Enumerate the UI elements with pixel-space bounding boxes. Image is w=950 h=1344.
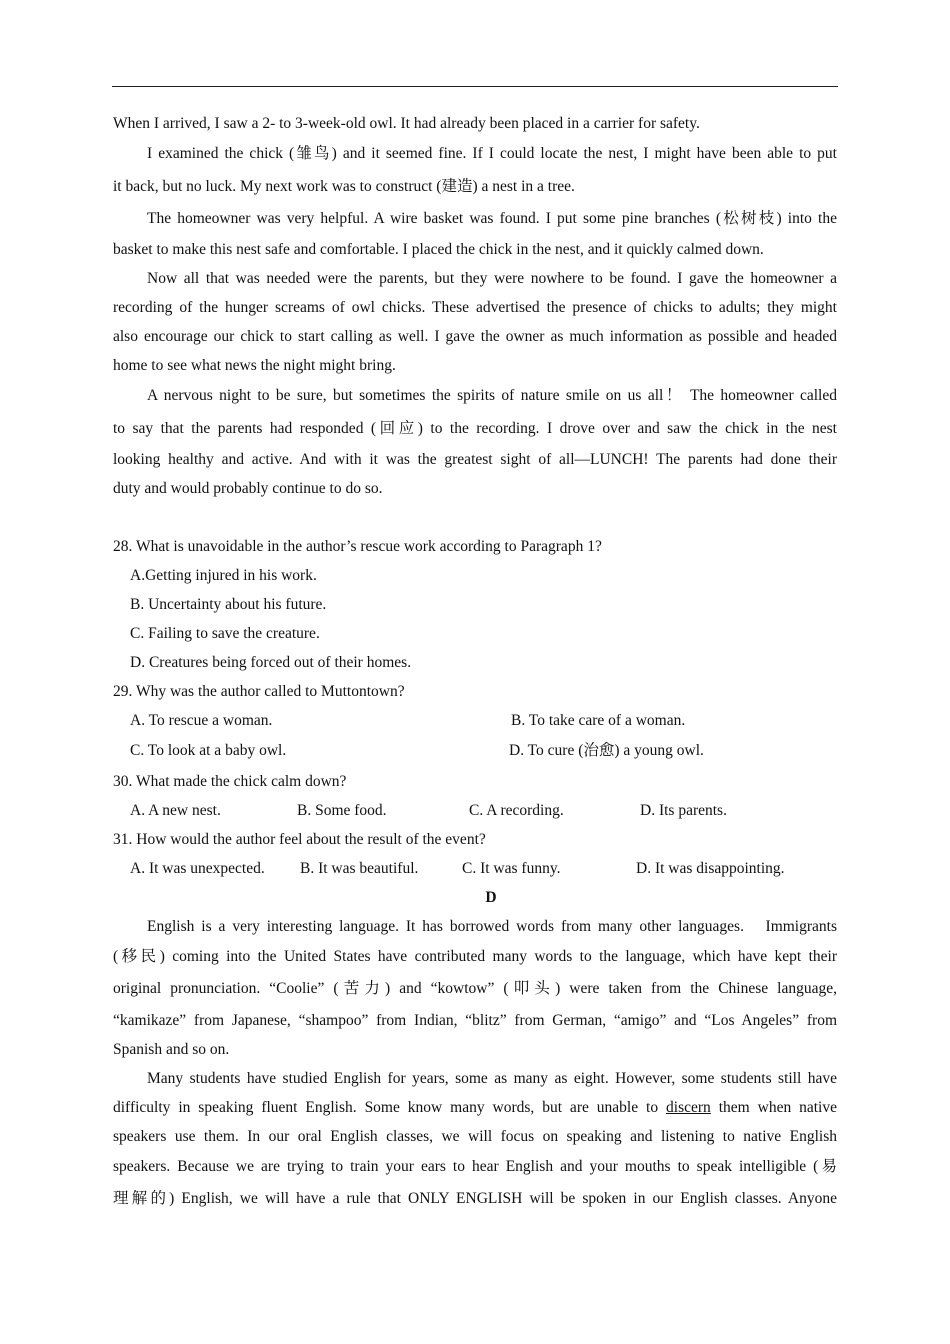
question-28-option-d: D. Creatures being forced out of their homes. — [130, 654, 412, 671]
question-28-option-b: B. Uncertainty about his future. — [130, 596, 327, 613]
question-31-stem: 31. How would the author feel about the result of the event? — [113, 831, 486, 848]
question-31-option-d: D. It was disappointing. — [636, 860, 785, 877]
passage-d-paragraph-1-line-5: Spanish and so on. — [113, 1041, 230, 1058]
question-28-option-c: C. Failing to save the creature. — [130, 625, 320, 642]
passage-d-paragraph-2-line-2 — [113, 1098, 837, 1118]
question-29-option-c: C. To look at a baby owl. — [130, 742, 287, 759]
passage-d-paragraph-2-line-4: speakers. Because we are trying to train your ears to hear English and your mouths to speak intelligible (易 — [113, 1158, 837, 1175]
passage-c-paragraph-3-line-1: The homeowner was very helpful. A wire basket was found. I put some pine branches (松树枝) into the — [147, 210, 837, 227]
passage-c-paragraph-2-line-2: it back, but no luck. My next work was to construct (建造) a nest in a tree. — [113, 178, 575, 195]
passage-d-paragraph-1-line-3: original pronunciation. “Coolie” (苦力) and “kowtow” (叩头) were taken from the Chinese language, — [113, 980, 837, 997]
passage-c-paragraph-5-line-1: A nervous night to be sure, but sometimes the spirits of nature smile on us all！ The homeowner called — [147, 387, 837, 404]
passage-d-paragraph-2-line-5: 理解的) English, we will have a rule that ONLY ENGLISH will be spoken in our English classes. Anyone — [113, 1190, 837, 1207]
question-29-option-b: B. To take care of a woman. — [511, 712, 686, 729]
passage-c-paragraph-4-line-3: also encourage our chick to start calling as well. I gave the owner as much information as possible and headed — [113, 328, 837, 345]
question-31-option-c: C. It was funny. — [462, 860, 561, 877]
line-2-before: difficulty in speaking fluent English. Some know many words, but are unable to — [113, 1099, 667, 1116]
passage-d-paragraph-1-line-1: English is a very interesting language. It has borrowed words from many other languages. Immigrants — [147, 918, 837, 935]
passage-c-paragraph-4-line-2: recording of the hunger screams of owl chicks. These advertised the presence of chicks to adults; they might — [113, 299, 837, 316]
passage-d-paragraph-1-line-4: “kamikaze” from Japanese, “shampoo” from Indian, “blitz” from German, “amigo” and “Los Angeles” from — [113, 1012, 837, 1029]
passage-d-paragraph-2-line-3: speakers use them. In our oral English classes, we will focus on speaking and listening to native English — [113, 1128, 837, 1145]
passage-c-paragraph-5-line-3: looking healthy and active. And with it was the greatest sight of all—LUNCH! The parents had done their — [113, 451, 837, 468]
header-rule — [112, 86, 838, 87]
passage-d-paragraph-2-line-1: Many students have studied English for years, some as many as eight. However, some students still have — [147, 1070, 837, 1087]
passage-c-paragraph-5-line-4: duty and would probably continue to do so. — [113, 480, 383, 497]
question-30-option-c: C. A recording. — [469, 802, 564, 819]
question-30-option-b: B. Some food. — [297, 802, 387, 819]
line-2-after: them when native — [710, 1099, 837, 1116]
question-29-option-a: A. To rescue a woman. — [130, 712, 273, 729]
question-29-option-d: D. To cure (治愈) a young owl. — [509, 742, 704, 759]
question-28-option-a: A.Getting injured in his work. — [130, 567, 317, 584]
underlined-word-discern: discern — [666, 1099, 711, 1116]
passage-c-paragraph-4-line-1: Now all that was needed were the parents, but they were nowhere to be found. I gave the homeowner a — [147, 270, 837, 287]
question-31-option-b: B. It was beautiful. — [300, 860, 419, 877]
question-31-option-a: A. It was unexpected. — [130, 860, 265, 877]
passage-d-paragraph-1-line-2: (移民) coming into the United States have contributed many words to the language, which have kept their — [113, 948, 837, 965]
passage-c-paragraph-1: When I arrived, I saw a 2- to 3-week-old owl. It had already been placed in a carrier for safety. — [113, 115, 700, 132]
question-30-option-a: A. A new nest. — [130, 802, 221, 819]
question-28-stem: 28. What is unavoidable in the author’s rescue work according to Paragraph 1? — [113, 538, 602, 555]
passage-c-paragraph-5-line-2: to say that the parents had responded (回应) to the recording. I drove over and saw the chick in the nest — [113, 420, 837, 437]
question-29-stem: 29. Why was the author called to Muttontown? — [113, 683, 405, 700]
passage-c-paragraph-4-line-4: home to see what news the night might bring. — [113, 357, 396, 374]
passage-d-heading: D — [485, 889, 497, 906]
question-30-stem: 30. What made the chick calm down? — [113, 773, 347, 790]
passage-c-paragraph-2-line-1: I examined the chick (雏鸟) and it seemed fine. If I could locate the nest, I might have been able to put — [147, 145, 837, 162]
passage-c-paragraph-3-line-2: basket to make this nest safe and comfortable. I placed the chick in the nest, and it quickly calmed down. — [113, 241, 764, 258]
question-30-option-d: D. Its parents. — [640, 802, 727, 819]
